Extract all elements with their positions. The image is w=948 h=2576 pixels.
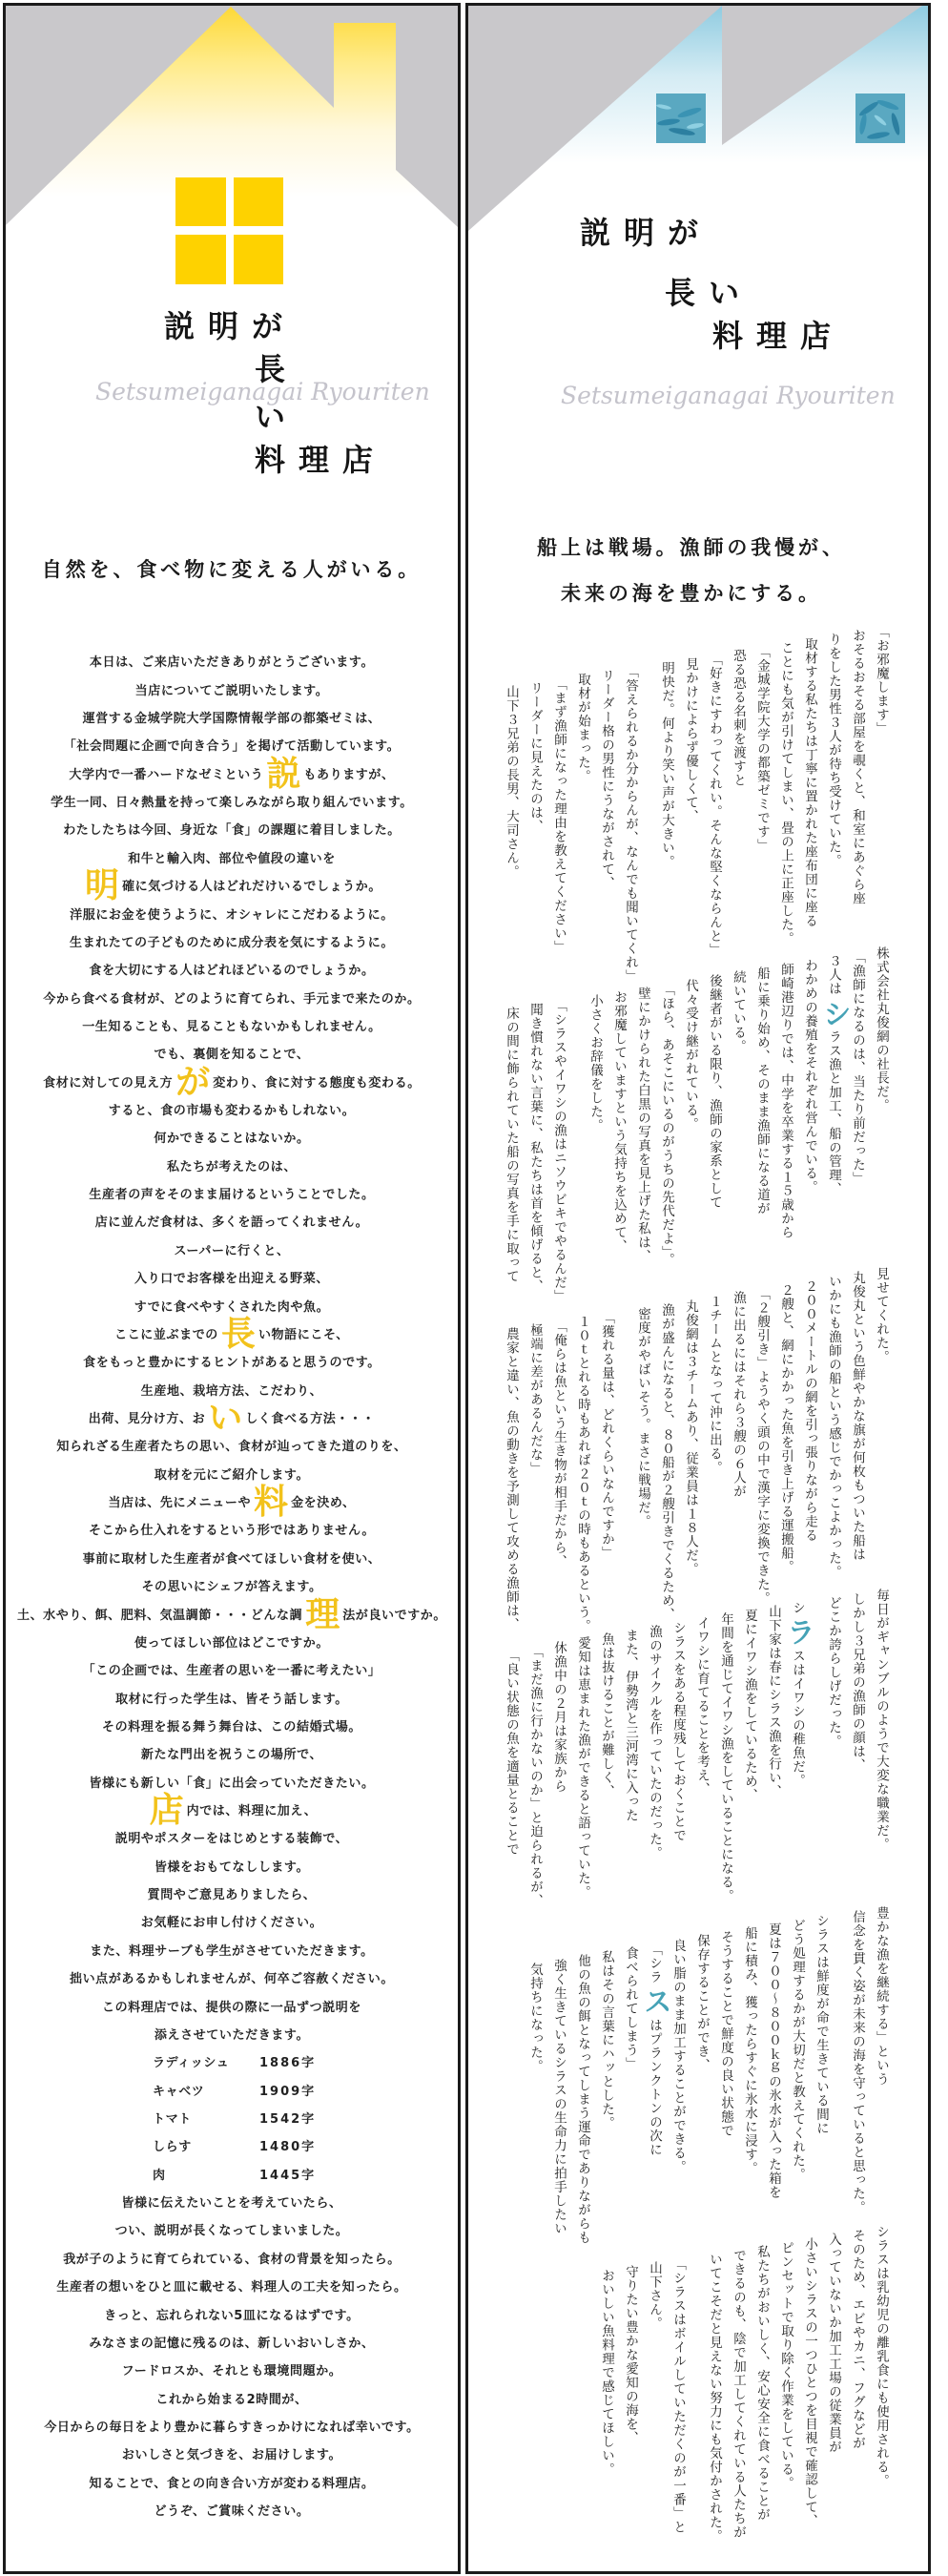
body-line: そこから仕入れをするという形ではありません。: [89, 1524, 375, 1539]
fish-swirl-icon: [855, 93, 905, 143]
vertical-column: 漁のサイクルを作っていたのだった。: [647, 1624, 662, 1860]
body-line: 取材に行った学生は、皆そう話します。: [115, 1692, 348, 1707]
body-line-post: しく食べる方法・・・: [245, 1412, 376, 1426]
vertical-column: 山下さん。: [647, 2260, 662, 2331]
body-line-pre: ここに並ぶまでの: [114, 1327, 218, 1342]
closing-line: みなさまの記憶に残るのは、新しいおいしさか、: [89, 2336, 375, 2351]
body-line: 皆様をおもてなしします。: [154, 1859, 310, 1875]
vertical-column: ２艘と、網にかかった魚を引き上げる運搬船。: [778, 1282, 793, 1574]
vertical-column: シラスは鮮度が命で生きている間に: [814, 1914, 829, 2136]
vertical-column: 後継者がいる限り、漁師の家系として: [707, 974, 722, 1210]
vertical-column: [817, 954, 851, 1196]
body-line: 入り口でお客様を出迎える野菜、: [134, 1272, 329, 1287]
vertical-column: 「好きにすわってくれい。そんな堅くならんと」: [707, 653, 722, 958]
body-line-post: 内では、料理に加え、: [186, 1804, 318, 1819]
vertical-column: 「お邪魔します」: [874, 625, 889, 736]
vertical-column: 気持ちになった。: [527, 1962, 543, 2073]
body-line: 店に並んだ食材は、多くを語ってくれません。: [94, 1215, 369, 1231]
body-line: 「社会問題に企画で向き合う」を掲げて活動しています。: [63, 739, 401, 755]
vertical-column: 「漁師になるのは、当たり前だった」: [850, 950, 865, 1186]
title-line-3: い: [255, 399, 299, 435]
vertical-column: 年間を通じてイワシ漁をしていることになる。: [718, 1612, 733, 1903]
closing-line: これから始まる2時間が、: [155, 2392, 308, 2407]
vertical-column: 「獲れる量は、どれくらいなんですか」: [599, 1311, 614, 1561]
vertical-column: 小さいシラスの一つひとつを目視で確認して、: [802, 2236, 817, 2528]
column-pre: 「シラ: [647, 1942, 662, 1984]
vertical-column: 株式会社丸俊網の社長だ。: [874, 946, 889, 1112]
highlight-char: 理: [305, 1594, 340, 1634]
vertical-column: 魚は抜けることが難しく、: [599, 1632, 614, 1799]
vertical-column: 豊かな漁を継続する」という: [874, 1906, 889, 2087]
vertical-column: 極端に差があるんだな」: [527, 1322, 543, 1476]
body-line: [6, 754, 458, 794]
vertical-column: 山下家は春にシラス漁を行い、: [766, 1604, 781, 1798]
highlight-char: い: [208, 1399, 243, 1438]
body-line: [6, 1791, 458, 1831]
vertical-column: 小さくお辞儀をした。: [587, 994, 603, 1133]
body-line: 運営する金城学院大学国際情報学部の都築ゼミは、: [82, 712, 381, 727]
vertical-column: シラスをある程度残しておくことで: [670, 1620, 686, 1842]
right-poster-panel: [465, 3, 931, 2574]
closing-line: どうぞ、ご賞味ください。: [154, 2504, 310, 2520]
title-line-1: 説明が: [580, 215, 712, 251]
vertical-column: 師崎港辺りでは、中学を卒業する１５歳から: [778, 962, 793, 1239]
body-line: 生まれたての子どものために成分表を気にするように。: [69, 935, 394, 950]
vertical-column: 私はその言葉にハッとした。: [599, 1950, 614, 2130]
vertical-column: 「俺らは魚という生き物が相手だから、: [551, 1319, 567, 1568]
body-line: [6, 1594, 458, 1634]
vertical-column: 代々受け継がれている。: [683, 978, 698, 1132]
script-title: Setsumeiganagai Ryouriten: [561, 382, 896, 409]
script-title: Setsumeiganagai Ryouriten: [95, 378, 430, 405]
vertical-column: どう処理するかが大切だと教えてくれた。: [790, 1918, 805, 2182]
body-line-pre: 大学内で一番ハードなゼミという: [69, 767, 264, 782]
dish-name: しらす: [153, 2140, 192, 2155]
dish-table-row: [6, 2049, 458, 2077]
vertical-column: 「シラスはボイルしていただくのが一番」と: [670, 2256, 686, 2534]
body-line: 拙い点があるかもしれませんが、何卒ご容赦ください。: [69, 1972, 394, 1987]
vertical-column: そのため、エビやカニ、フグなどが: [850, 2229, 865, 2451]
vertical-column: 「金城学院大学の都築ゼミです」: [754, 645, 770, 853]
body-line: 生産者の声をそのまま届けるということでした。: [89, 1188, 375, 1203]
vertical-column: 丸俊丸という色鮮やかな旗が何枚もついた船は: [850, 1271, 865, 1562]
vertical-column: 「ほら、あそこにいるのがうちの先代だよ」。: [659, 982, 674, 1267]
vertical-column: 「良い状態の魚を適量とることで: [504, 1649, 519, 1857]
dish-char-count: 1886字: [259, 2056, 317, 2071]
vertical-column: リーダーに見えたのは、: [527, 680, 543, 834]
vertical-column: 丸俊網は３チームあり、従業員は１８人だ。: [683, 1298, 698, 1576]
vertical-column: 漁が盛んになると、８０船が２艘引きでくるため、: [659, 1302, 674, 1622]
vertical-column: １チームとなって沖に出る。: [707, 1295, 722, 1475]
vertical-column: 休漁中の２月は家族から: [551, 1640, 567, 1794]
vertical-text-block: [499, 1589, 893, 1907]
title-line-2: 長い: [665, 275, 753, 311]
dish-char-count: 1909字: [259, 2084, 317, 2099]
dish-char-count: 1445字: [259, 2168, 317, 2183]
vertical-column: 私たちがおいしく、安心安全に食べることが: [754, 2245, 770, 2522]
highlight-char: 店: [149, 1791, 184, 1831]
vertical-column: 食べられてしまう」: [623, 1946, 638, 2071]
vertical-column: シラスは乳幼児の離乳食にも使用される。: [874, 2225, 889, 2488]
vertical-column: 守りたい豊かな愛知の海を、: [623, 2265, 638, 2445]
vertical-column: リーダー格の男性にうながされて、: [599, 669, 614, 891]
vertical-column: 床の間に飾られていた船の写真を手に取って: [504, 1007, 519, 1283]
body-line-pre: 食材に対しての見え方: [43, 1075, 174, 1091]
column-post: ラス漁と加工、船の管理、: [826, 1029, 841, 1196]
vertical-text-block: [523, 1906, 893, 2245]
body-line: 和牛と輸入肉、部位や値段の違いを: [128, 851, 336, 866]
vertical-text-block: [499, 625, 893, 984]
dish-table-row: [6, 2133, 458, 2161]
vertical-column: 聞き慣れない言葉に、私たちは首を傾げると、: [527, 1002, 543, 1294]
left-body-text: [6, 649, 458, 2525]
vertical-text-block: [499, 1267, 893, 1633]
dish-table-row: [6, 2162, 458, 2190]
highlight-char: が: [175, 1062, 211, 1102]
body-line: [6, 1062, 458, 1102]
vertical-column: 夏は７００～８００ｋｇの氷水が入った箱を: [766, 1922, 781, 2199]
vertical-text-block: [499, 946, 893, 1303]
vertical-column: 恐る恐る名刺を渡すと: [731, 649, 746, 788]
body-line: すると、食の市場も変わるかもしれない。: [108, 1104, 356, 1119]
vertical-column: 「２艘引き」ようやく頭の中で漢字に変換できた。: [754, 1287, 770, 1606]
body-line: [6, 1399, 458, 1438]
body-line: 学生一同、日々熱量を持って楽しみながら取り組んでいます。: [51, 796, 413, 811]
vertical-column: 明快だ。何より笑い声が大きい。: [659, 660, 674, 869]
highlight-char: シ: [817, 998, 851, 1028]
body-line-post: 法が良いですか。: [342, 1608, 447, 1623]
highlight-char: 明: [85, 866, 120, 906]
body-line: [6, 1314, 458, 1354]
body-line: でも、裏側を知ることで、: [154, 1048, 310, 1063]
body-line-pre: 土、水やり、餌、肥料、気温調節・・・どんな調: [16, 1608, 303, 1623]
vertical-column: 取材する私たちは丁寧に置かれた座布団に座る: [802, 636, 817, 928]
body-line: 生産地、栽培方法、こだわり、: [140, 1383, 323, 1399]
vertical-column: 良い脂のまま加工することができる。: [670, 1938, 686, 2174]
vertical-column: 毎日がギャンブルのようで大変な職業だ。: [874, 1589, 889, 1852]
vertical-column: いかにも漁師の船という感じでかっこよかった。: [826, 1275, 841, 1580]
vertical-column: 「まだ漁に行かないのか」と迫られるが、: [527, 1644, 543, 1908]
body-line: 新たな門出を祝うこの場所で、: [140, 1748, 323, 1763]
left-subtitle: 自然を、食べ物に変える人がいる。: [41, 558, 422, 581]
vertical-column: [638, 1942, 671, 2157]
vertical-column: 船に乗り始め、そのまま漁師になる道が: [754, 966, 770, 1215]
right-subtitle-line-1: 船上は戦場。漁師の我慢が、: [537, 536, 846, 559]
body-line: 一生知ることも、見ることもないかもしれません。: [82, 1019, 381, 1034]
body-line: 説明やポスターをはじめとする装飾で、: [114, 1832, 349, 1847]
vertical-column: お邪魔していますという気持ちを込めて、: [611, 990, 627, 1254]
body-line-post: 金を決め、: [291, 1496, 356, 1511]
body-line: 使ってほしい部位はどこですか。: [134, 1635, 329, 1651]
column-post: スはイワシの稚魚だ。: [790, 1649, 805, 1788]
body-line: 皆様にも新しい「食」に出会っていただきたい。: [89, 1776, 375, 1791]
dish-name: ラディッシュ: [153, 2056, 230, 2071]
body-line: 食を大切にする人はどれほどいるのでしょうか。: [89, 964, 375, 979]
dish-char-count: 1480字: [259, 2140, 317, 2155]
body-line-post: 確に気づける人はどれだけいるでしょうか。: [122, 880, 381, 895]
body-line: お気軽にお申し付けください。: [140, 1916, 323, 1931]
body-line: 取材を元にご紹介します。: [154, 1467, 310, 1483]
body-line: 私たちが考えたのは、: [166, 1159, 297, 1174]
body-line: また、料理サーブも学生がさせていただきます。: [90, 1943, 374, 1959]
vertical-column: 保存することができ、: [694, 1934, 710, 2073]
vertical-column: 愛知は恵まれた漁ができると語っていた。: [575, 1636, 590, 1900]
vertical-column: 取材が始まった。: [575, 673, 590, 784]
dish-table-row: [6, 2106, 458, 2133]
body-line: [6, 1483, 458, 1523]
closing-line: 知ることで、食との向き合い方が変わる料理店。: [89, 2476, 375, 2491]
vertical-column: 「答えられるか分からんが、なんでも聞いてくれ」: [623, 665, 638, 984]
closing-line: 生産者の想いをひと皿に載せる、料理人の工夫を知ったら。: [56, 2280, 407, 2296]
dish-char-count: 1542字: [259, 2111, 317, 2127]
closing-line: つい、説明が長くなってしまいました。: [114, 2224, 349, 2239]
house-roof-icon: [6, 6, 458, 301]
vertical-column: 船に積み、獲ったらすぐに氷水に浸す。: [742, 1926, 757, 2175]
body-line: すでに食べやすくされた肉や魚。: [134, 1299, 330, 1315]
highlight-char: 料: [254, 1483, 289, 1523]
vertical-column: わかめの養殖をそれぞれ営んでいる。: [802, 958, 817, 1195]
title-line-2: 長: [255, 351, 299, 387]
vertical-column: 漁に出るにはそれら３艘の６人が: [731, 1291, 746, 1499]
title-line-4: 料理店: [255, 442, 387, 478]
body-line: 知られざる生産者たちの思い、食材が辿ってきた道のりを、: [56, 1440, 407, 1455]
vertical-column: 見せてくれた。: [874, 1267, 889, 1364]
vertical-column: どこか誇らしげだった。: [826, 1596, 841, 1749]
vertical-column: 山下３兄弟の長男、大司さん。: [504, 685, 519, 879]
vertical-column: また、伊勢湾と三河湾に入った: [623, 1629, 638, 1822]
column-pre: シ: [790, 1600, 805, 1615]
column-pre: ３人は: [826, 954, 841, 996]
vertical-column: １０ｔとれる時もあれば２０ｔの時もあるという。: [575, 1315, 590, 1633]
highlight-char: ス: [638, 1986, 671, 2016]
vertical-column: 続いている。: [731, 970, 746, 1054]
body-line: 洋服にお金を使うように、オシャレにこだわるように。: [70, 907, 394, 923]
vertical-text-block: [594, 2225, 893, 2544]
body-line: わたしたちは今回、身近な「食」の課題に着目しました。: [63, 823, 401, 839]
vertical-column: ２００メートルの網を引っ張りながら走る: [802, 1278, 817, 1543]
vertical-column: りをした男性３人が待ち受けていた。: [826, 633, 841, 868]
vertical-column: 「シラスやイワシの漁はニソウビキでやるんだ」: [551, 998, 567, 1303]
body-line: 当店についてご説明いたします。: [134, 683, 329, 698]
fish-school-icon: [656, 93, 706, 143]
vertical-column: おそるおそる部屋を覗くと、和室にあぐら座: [850, 629, 865, 906]
body-line: 本日は、ご来店いただきありがとうございます。: [89, 655, 375, 671]
vertical-column: できるのも、陰で加工してくれている人たちが: [731, 2249, 746, 2540]
right-subtitle-line-2: 未来の海を豊かにする。: [561, 582, 822, 605]
body-line: その料理を振る舞う舞台は、この結婚式場。: [101, 1719, 361, 1735]
closing-line: 我が子のように育てられている、食材の背景を知ったら。: [63, 2252, 401, 2267]
vertical-column: 入っていないか加工工場の従業員が: [826, 2233, 841, 2455]
body-line: 「この企画では、生産者の思いを一番に考えたい」: [82, 1664, 381, 1679]
vertical-column: 壁にかけられた白黒の写真を見上げた私は、: [635, 987, 650, 1263]
vertical-column: 見かけによらず優しくて、: [683, 656, 698, 823]
vertical-column: おいしい魚料理で感じてほしい。: [599, 2269, 614, 2477]
dish-name: キャベツ: [153, 2084, 205, 2099]
vertical-column: [781, 1600, 814, 1788]
dish-name: 肉: [153, 2168, 166, 2183]
closing-line: おいしさと気づきを、お届けします。: [121, 2448, 342, 2463]
vertical-column: イワシに育てることを考え、: [694, 1616, 710, 1797]
column-post: はプランクトンの次に: [647, 2018, 662, 2157]
body-line-post: もありますが、: [303, 767, 395, 782]
body-line: 添えさせていただきます。: [154, 2027, 310, 2043]
body-line: 事前に取材した生産者が食べてほしい食材を使い、: [82, 1551, 381, 1567]
body-line: [6, 866, 458, 906]
body-line-pre: 出荷、見分け方、お: [88, 1412, 206, 1426]
closing-line: きっと、忘れられない5皿になるはずです。: [104, 2308, 360, 2323]
body-line: 何かできることはないか。: [154, 1132, 310, 1147]
left-poster-panel: [3, 3, 461, 2574]
body-line: 食をもっと豊かにするヒントがあると思うのです。: [83, 1356, 381, 1371]
highlight-char: 説: [266, 754, 301, 794]
body-line-post: い物語にこそ、: [258, 1327, 349, 1342]
body-line: スーパーに行くと、: [174, 1243, 290, 1258]
body-line: 質問やご意見ありましたら、: [147, 1888, 317, 1903]
highlight-char: 長: [220, 1314, 256, 1354]
vertical-column: 信念を貫く姿が未来の海を守っていると思った。: [850, 1910, 865, 2215]
body-line: その思いにシェフが答えます。: [141, 1580, 322, 1595]
vertical-column: しかし３兄弟の漁師の顔は、: [850, 1592, 865, 1773]
vertical-column: 「まず漁師になった理由を教えてください」: [551, 676, 567, 954]
vertical-column: そうすることで鮮度の良い状態で: [718, 1930, 733, 2138]
vertical-column: 他の魚の餌となってしまう運命でありながらも: [575, 1954, 590, 2245]
vertical-column: ピンセットで取り除く作業をしている。: [778, 2240, 793, 2490]
vertical-column: 農家と違い、魚の動きを予測して攻める漁師は、: [504, 1327, 519, 1631]
body-line-post: 変わり、食に対する態度も変わる。: [213, 1075, 421, 1091]
closing-line: 皆様に伝えたいことを考えていたら、: [121, 2196, 342, 2212]
vertical-column: 強く生きているシラスの生命力に拍手したい: [551, 1958, 567, 2235]
dish-table-row: [6, 2078, 458, 2106]
vertical-column: いてこそだと見えない努力にも気付かされた。: [707, 2253, 722, 2544]
title-line-3: 料理店: [712, 318, 845, 354]
closing-line: フードロスか、それとも環境問題か。: [121, 2364, 342, 2379]
vertical-column: ことにも気が引けてしまい、畳の上に正座した。: [778, 640, 793, 945]
dish-name: トマト: [153, 2111, 192, 2127]
body-line: 今から食べる食材が、どのように育てられ、手元まで来たのか。: [43, 991, 421, 1007]
highlight-char: ラ: [781, 1617, 814, 1647]
title-line-1: 説明が: [164, 308, 297, 344]
body-line-pre: 当店は、先にメニューや: [108, 1496, 252, 1511]
vertical-column: 密度がやばいそう。まさに戦場だ。: [635, 1307, 650, 1528]
vertical-column: 夏にイワシ漁をしているため、: [742, 1609, 757, 1802]
body-line: この料理店では、提供の際に一品ずつ説明を: [101, 2000, 361, 2015]
closing-line: 今日からの毎日をより豊かに暮らすきっかけになれば幸いです。: [44, 2420, 420, 2435]
